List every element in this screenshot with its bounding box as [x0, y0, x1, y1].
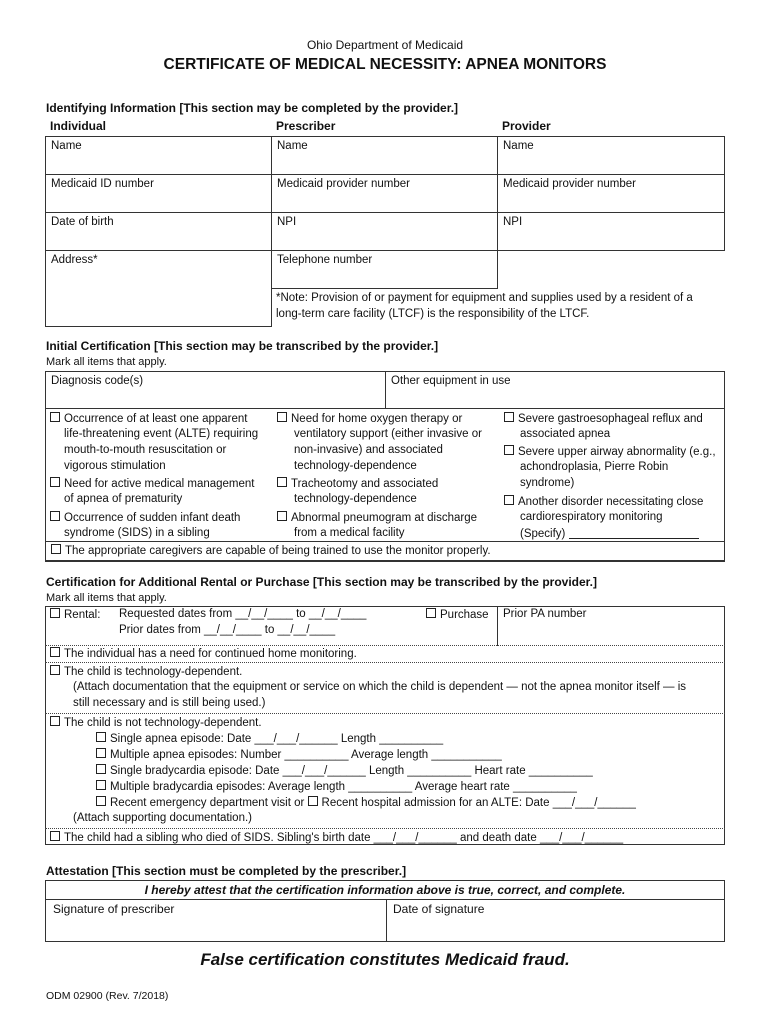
diagnosis-codes-label: Diagnosis code(s): [51, 375, 144, 387]
agency-name: Ohio Department of Medicaid: [306, 38, 464, 52]
criteria-pneumogram[interactable]: [277, 511, 477, 524]
checkbox-single-apnea[interactable]: [96, 732, 106, 742]
purchase-option[interactable]: [426, 608, 489, 621]
criteria-text: non-invasive) and associated: [294, 444, 443, 456]
not-technology-dependent-text: The child is not technology-dependent.: [64, 717, 262, 729]
checkbox-purchase[interactable]: [426, 608, 436, 618]
prescriber-name-label: Name: [277, 140, 308, 152]
prior-dates[interactable]: Prior dates from __/__/____ to __/__/____: [119, 624, 336, 636]
divider: [45, 645, 725, 646]
emergency-visit-text: Recent emergency department visit or: [110, 797, 305, 809]
criteria-alte[interactable]: [50, 412, 247, 425]
sibling-sids-text: The child had a sibling who died of SIDS. Sibling's birth date ___/___/______ and death date ___/___/______: [64, 832, 624, 844]
single-apnea-text: Single apnea episode: Date ___/___/______ Length __________: [110, 733, 444, 745]
checkbox-pneumogram[interactable]: [277, 511, 287, 521]
checkbox-not-technology-dependent[interactable]: [50, 716, 60, 726]
column-header-provider: Provider: [502, 119, 551, 133]
checkbox-multiple-apnea[interactable]: [96, 748, 106, 758]
prior-pa-number-field[interactable]: [503, 608, 587, 620]
checkbox-alte[interactable]: [50, 412, 60, 422]
checkbox-sibling-sids[interactable]: [50, 831, 60, 841]
provider-medicaid-number-field[interactable]: [497, 174, 725, 213]
criteria-text: Occurrence of at least one apparent: [64, 413, 248, 425]
criteria-text: ventilatory support (either invasive or: [294, 428, 482, 440]
diagnosis-codes-field[interactable]: [45, 371, 386, 409]
not-technology-dependent-row[interactable]: [50, 716, 262, 729]
multiple-bradycardia-text: Multiple bradycardia episodes: Average length __________ Average heart rate __________: [110, 781, 577, 793]
single-bradycardia-row[interactable]: [96, 764, 593, 777]
criteria-prematurity[interactable]: [50, 477, 255, 490]
checkbox-sids-sibling[interactable]: [50, 511, 60, 521]
column-header-individual: Individual: [50, 119, 107, 133]
prescriber-telephone-label: Telephone number: [277, 254, 373, 266]
checkbox-tracheotomy[interactable]: [277, 477, 287, 487]
other-equipment-label: Other equipment in use: [391, 375, 511, 387]
criteria-other-disorder[interactable]: [504, 495, 703, 508]
criteria-text: Abnormal pneumogram at discharge: [291, 512, 478, 524]
criteria-text: from a medical facility: [294, 527, 405, 539]
criteria-text: Tracheotomy and associated: [291, 478, 439, 490]
continued-monitoring-text: The individual has a need for continued home monitoring.: [64, 648, 357, 660]
rental-option[interactable]: [50, 608, 100, 621]
specify-label: (Specify): [520, 528, 566, 540]
criteria-text: Need for active medical management: [64, 478, 255, 490]
checkbox-rental[interactable]: [50, 608, 60, 618]
other-equipment-field[interactable]: [385, 371, 725, 409]
prescriber-name-field[interactable]: [271, 136, 498, 175]
criteria-oxygen[interactable]: [277, 412, 462, 425]
prior-pa-label: Prior PA number: [503, 608, 587, 620]
criteria-text: Need for home oxygen therapy or: [291, 413, 463, 425]
prescriber-medicaid-number-label: Medicaid provider number: [277, 178, 410, 190]
caregivers-text: The appropriate caregivers are capable of being trained to use the monitor properly.: [65, 545, 491, 557]
individual-name-label: Name: [51, 140, 82, 152]
criteria-sids-sibling[interactable]: [50, 511, 240, 524]
attach-note-line2: still necessary and is still being used.): [73, 697, 266, 709]
sibling-sids-row[interactable]: [50, 831, 623, 844]
attach-supporting: (Attach supporting documentation.): [73, 812, 252, 824]
prescriber-signature-field[interactable]: [45, 899, 387, 942]
criteria-text: Severe upper airway abnormality (e.g.,: [518, 446, 716, 458]
additional-mark-all: Mark all items that apply.: [46, 592, 167, 604]
criteria-text: technology-dependence: [294, 493, 417, 505]
criteria-tracheotomy[interactable]: [277, 477, 438, 490]
fraud-warning: False certification constitutes Medicaid fraud.: [200, 950, 570, 969]
ltcf-note-line2: long-term care facility (LTCF) is the responsibility of the LTCF.: [276, 308, 590, 320]
recent-visit-row[interactable]: [96, 796, 636, 809]
checkbox-technology-dependent[interactable]: [50, 665, 60, 675]
signature-label: Signature of prescriber: [53, 902, 175, 916]
multiple-bradycardia-row[interactable]: [96, 780, 577, 793]
prior-pa-divider: [497, 606, 498, 646]
checkbox-airway[interactable]: [504, 445, 514, 455]
prescriber-telephone-field[interactable]: [271, 250, 498, 289]
criteria-text: syndrome): [520, 477, 575, 489]
column-header-prescriber: Prescriber: [276, 119, 336, 133]
initial-certification-heading: Initial Certification [This section may be transcribed by the provider.]: [46, 339, 439, 353]
requested-dates[interactable]: Requested dates from __/__/____ to __/__/____: [119, 608, 367, 620]
criteria-text: life-threatening event (ALTE) requiring: [64, 428, 259, 440]
checkbox-emergency-visit[interactable]: [96, 796, 106, 806]
criteria-text: of apnea of prematurity: [64, 493, 183, 505]
provider-name-field[interactable]: [497, 136, 725, 175]
criteria-text: vigorous stimulation: [64, 460, 166, 472]
multiple-apnea-text: Multiple apnea episodes: Number __________ Average length ___________: [110, 749, 502, 761]
attestation-heading: Attestation [This section must be completed by the prescriber.]: [46, 864, 407, 878]
criteria-text: Severe gastroesophageal reflux and: [518, 413, 703, 425]
criteria-text: syndrome (SIDS) in a sibling: [64, 527, 210, 539]
individual-dob-field[interactable]: [45, 212, 272, 251]
checkbox-prematurity[interactable]: [50, 477, 60, 487]
divider: [45, 828, 725, 829]
signature-date-label: Date of signature: [393, 902, 485, 916]
provider-npi-field[interactable]: [497, 212, 725, 251]
individual-medicaid-id-label: Medicaid ID number: [51, 178, 154, 190]
provider-npi-label: NPI: [503, 216, 523, 228]
criteria-text: Another disorder necessitating close: [518, 496, 704, 508]
criteria-text: mouth-to-mouth resuscitation or: [64, 444, 227, 456]
checkbox-continued-monitoring[interactable]: [50, 647, 60, 657]
specify-field[interactable]: [520, 527, 699, 540]
form-title: CERTIFICATE OF MEDICAL NECESSITY: APNEA MONITORS: [163, 56, 607, 73]
prescriber-npi-field[interactable]: [271, 212, 498, 251]
attestation-statement: I hereby attest that the certification information above is true, correct, and complete.: [45, 880, 725, 900]
checkbox-caregivers[interactable]: [51, 544, 61, 554]
checkbox-oxygen[interactable]: [277, 412, 287, 422]
multiple-apnea-row[interactable]: [96, 748, 502, 761]
individual-dob-label: Date of birth: [51, 216, 114, 228]
technology-dependent-text: The child is technology-dependent.: [64, 666, 243, 678]
criteria-airway[interactable]: [504, 445, 716, 458]
provider-name-label: Name: [503, 140, 534, 152]
checkbox-multiple-bradycardia[interactable]: [96, 780, 106, 790]
provider-medicaid-number-label: Medicaid provider number: [503, 178, 636, 190]
identifying-heading: Identifying Information [This section may be completed by the provider.]: [46, 101, 459, 115]
checkbox-single-bradycardia[interactable]: [96, 764, 106, 774]
prescriber-medicaid-number-field[interactable]: [271, 174, 498, 213]
specify-line[interactable]: [569, 527, 699, 539]
additional-heading: Certification for Additional Rental or Purchase [This section may be transcribed by the provider.]: [46, 575, 597, 589]
initial-mark-all: Mark all items that apply.: [46, 356, 167, 368]
rental-label: Rental:: [64, 609, 101, 621]
attach-note-line1: (Attach documentation that the equipment or service on which the child is dependent — not the apnea monitor itself — is: [73, 681, 687, 693]
technology-dependent-row[interactable]: [50, 665, 242, 678]
divider: [45, 662, 725, 663]
ltcf-note-line1: *Note: Provision of or payment for equipment and supplies used by a resident of a: [276, 292, 693, 304]
signature-date-field[interactable]: [386, 899, 725, 942]
single-bradycardia-text: Single bradycardia episode: Date ___/___/______ Length __________ Heart rate __________: [110, 765, 593, 777]
continued-monitoring-row[interactable]: [50, 647, 357, 660]
criteria-text: Occurrence of sudden infant death: [64, 512, 241, 524]
checkbox-other-disorder[interactable]: [504, 495, 514, 505]
criteria-text: achondroplasia, Pierre Robin: [520, 461, 669, 473]
divider: [45, 713, 725, 714]
individual-name-field[interactable]: [45, 136, 272, 175]
prescriber-npi-label: NPI: [277, 216, 297, 228]
single-apnea-row[interactable]: [96, 732, 443, 745]
form-id: ODM 02900 (Rev. 7/2018): [46, 990, 169, 1002]
criteria-text: associated apnea: [520, 428, 611, 440]
criteria-text: technology-dependence: [294, 460, 417, 472]
individual-address-field[interactable]: [45, 250, 272, 327]
criteria-reflux[interactable]: [504, 412, 703, 425]
checkbox-reflux[interactable]: [504, 412, 514, 422]
criteria-text: cardiorespiratory monitoring: [520, 511, 663, 523]
individual-address-label: Address*: [51, 254, 98, 266]
checkbox-hospital-admission[interactable]: [308, 796, 318, 806]
hospital-admission-text: Recent hospital admission for an ALTE: Date ___/___/______: [321, 797, 636, 809]
individual-medicaid-id-field[interactable]: [45, 174, 272, 213]
purchase-label: Purchase: [440, 609, 489, 621]
caregivers-row[interactable]: [45, 541, 725, 561]
